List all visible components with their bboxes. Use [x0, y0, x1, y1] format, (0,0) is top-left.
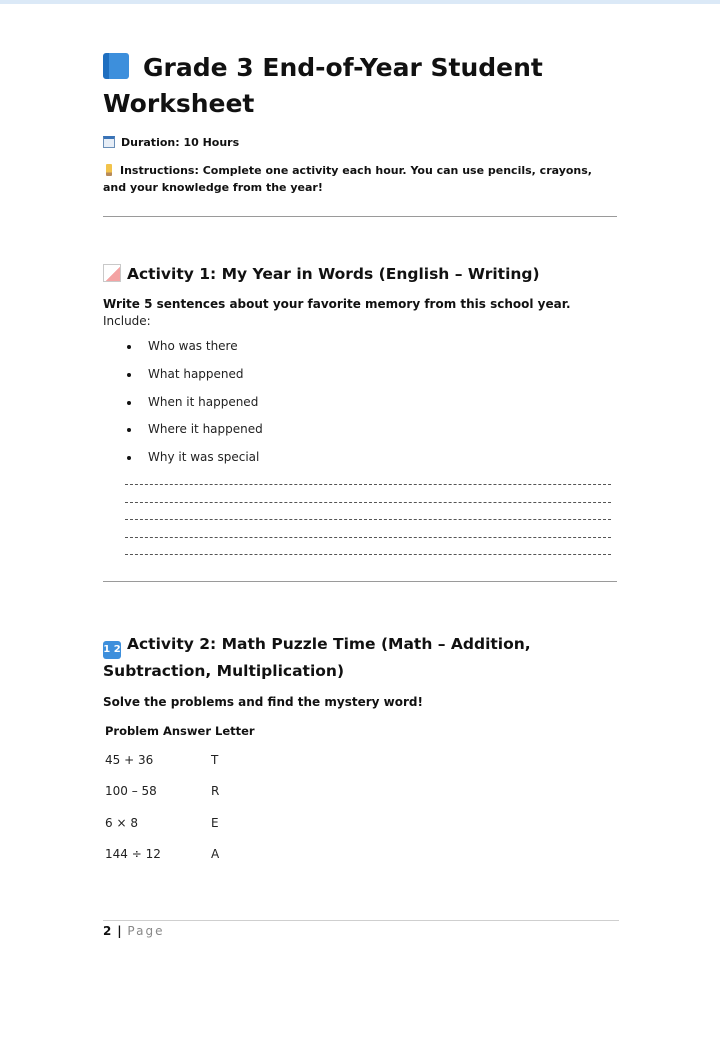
top-strip	[0, 0, 720, 4]
numbers-icon: 1 2	[103, 641, 121, 659]
writing-lines	[125, 484, 611, 572]
pencil-icon	[106, 164, 112, 176]
list-item: When it happened	[127, 389, 617, 417]
table-row	[105, 776, 617, 808]
activity-2-title-text: Activity 2: Math Puzzle Time (Math – Addition, Subtraction, Multiplication)	[103, 634, 531, 680]
table-row	[105, 839, 617, 871]
problem-cell: 45 + 36	[105, 752, 154, 767]
letter-cell: R	[211, 784, 220, 799]
calendar-icon	[103, 136, 115, 148]
instructions-text: Instructions: Complete one activity each hour. You can use pencils, crayons, and your knowledge from the year!	[103, 164, 592, 194]
activity-2-prompt: Solve the problems and find the mystery word!	[103, 694, 423, 709]
problem-cell: 100 – 58	[105, 784, 157, 799]
list-item: Who was there	[127, 333, 617, 361]
list-item: Where it happened	[127, 416, 617, 444]
include-label: Include:	[103, 314, 151, 328]
worksheet-title-text: Grade 3 End-of-Year Student Worksheet	[103, 53, 543, 118]
activity-1-title-text: Activity 1: My Year in Words (English – Writing)	[127, 265, 540, 283]
letter-cell: T	[211, 752, 219, 767]
writing-line[interactable]	[125, 502, 611, 520]
writing-line[interactable]	[125, 554, 611, 572]
activity-2-title	[103, 632, 617, 683]
list-item: What happened	[127, 361, 617, 389]
problem-cell: 6 × 8	[105, 815, 138, 830]
table-header: Problem Answer Letter	[105, 723, 255, 738]
activity-1-prompt: Write 5 sentences about your favorite memory from this school year.	[103, 297, 571, 311]
document-page	[103, 50, 617, 871]
instructions-line	[103, 162, 617, 196]
activity-1-title	[103, 262, 617, 286]
activity-2	[103, 632, 617, 871]
activity-1	[103, 262, 617, 572]
table-row	[105, 808, 617, 840]
problem-cell: 144 ÷ 12	[105, 847, 161, 862]
letter-cell: E	[211, 815, 219, 830]
page-label: Page	[127, 924, 165, 938]
include-list	[103, 333, 617, 472]
page-number: 2	[103, 924, 112, 938]
math-table	[105, 723, 617, 871]
writing-line[interactable]	[125, 484, 611, 502]
letter-cell: A	[211, 847, 220, 862]
writing-line[interactable]	[125, 519, 611, 537]
page-footer	[103, 924, 164, 938]
worksheet-title	[103, 50, 617, 122]
divider	[103, 581, 617, 582]
book-icon	[103, 53, 129, 79]
table-row	[105, 745, 617, 777]
list-item: Why it was special	[127, 444, 617, 472]
writing-line[interactable]	[125, 537, 611, 555]
page-separator: |	[117, 924, 122, 938]
divider	[103, 216, 617, 217]
duration-line	[103, 134, 617, 151]
footer-rule	[103, 920, 619, 921]
memo-icon	[103, 264, 121, 282]
duration-text: Duration: 10 Hours	[121, 136, 240, 149]
